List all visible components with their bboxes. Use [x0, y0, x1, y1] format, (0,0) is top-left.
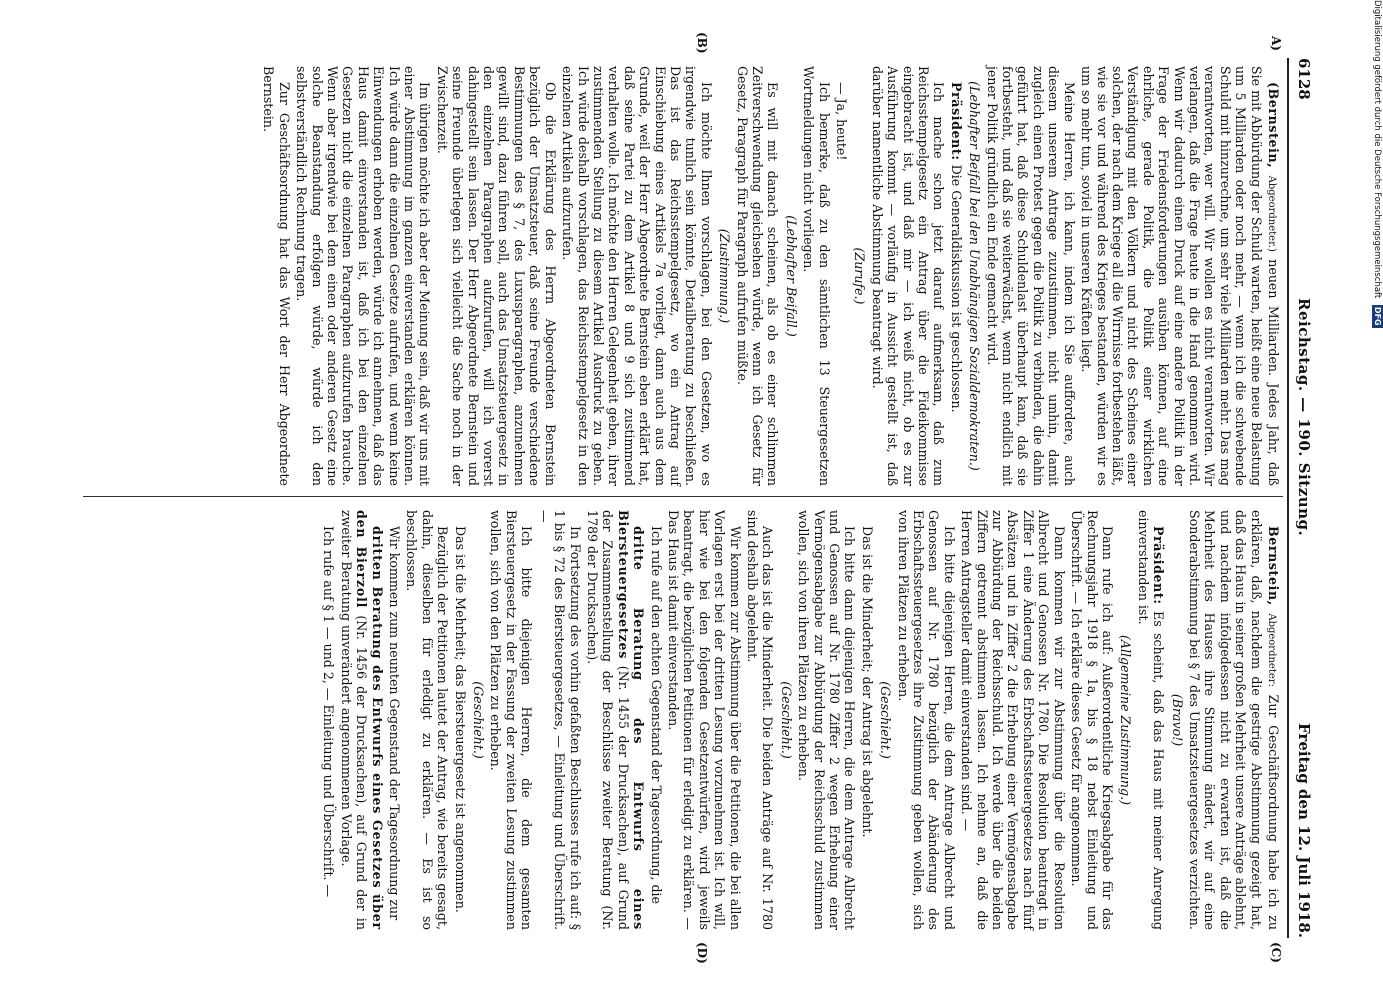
paragraph-text: Meine Herren, ich kann, indem ich Sie auffordere, auch diesem unserem Antrage zuzustimmen, nicht umhin, damit zugleich einen Protest gegen die Politik zu verbinden, die dahin geführt hat, daß diese Schuldenlast überhaupt kam, daß sie fortbesteht, und daß sie weiterwächst, wenn nicht endlich mit jener Politik gründlich ein Ende gemacht wird. [984, 66, 1077, 486]
paragraph [261, 66, 292, 486]
paragraph-text: (Nr. 1456 der Drucksachen), auf Grund der in zweiter Beratung unverändert angenommenen Vorlage. [338, 510, 370, 930]
paragraph [666, 510, 743, 930]
running-title: Reichstag. — 190. Sitzung. [1295, 298, 1313, 537]
margin-marker-c: (C) [1269, 942, 1283, 963]
paragraph-text: Ich bitte dann diejenigen Herren, die dem Antrage Albrecht und Genossen auf Nr. 1780 Ziffer 2 wegen Erhebung einer Vermögensabgabe zur Abbürdung der Reichsschuld zustimmen wollen, sich von ihren Plätzen zu erheben. [796, 510, 858, 930]
speaker-name: Präsident: [1151, 526, 1167, 605]
paragraph-text: Das ist die Mehrheit; das Biersteuergesetz ist angenommen. [452, 526, 468, 913]
stage-direction: (Bravo!) [1169, 693, 1185, 747]
paragraph-text: Dann rufe ich auf: Außerordentliche Kriegsabgabe für das Rechnungsjahr 1918 § 1a, bis § 18 nebst Einleitung und Überschrift. — Ich erkläre dieses Gesetz für angenommen. [1069, 510, 1115, 930]
speaker-note: Abgeordneter.) [1266, 175, 1277, 252]
paragraph [338, 510, 384, 930]
paragraph-text: Ich bitte diejenigen Herren, die dem Antrage Albrecht und Genossen auf Nr. 1780 bezüglich der Abänderung des Erbschaftssteuergesetzes ihre Zustimmung geben wollen, sich von ihren Plätzen zu erheben. [895, 510, 957, 930]
paragraph-text: Ob die Erklärung des Herrn Abgeordneten Bernstein bezüglich der Umsatzsteuer, daß seine Freunde verschiedene Bestimmungen des § 7, des Luxusparagraphen, anzunehmen gewillt sind, dazu führen soll, auch das Umsatzsteuergesetz in den einzelnen Paragraphen aufzurufen, will ich vorerst dahingestellt sein lassen. Der Herr Abgeordnete Bernstein und seine Freunde überlegen sich vielleicht die Sache noch in der Zwischenzeit. [434, 66, 558, 486]
paragraph-text: Wir kommen zur Abstimmung über die Petitionen, die bei allen Vorlagen erst bei der dritten Lesung vorzunehmen ist. Ich will, hier wie bei den folgenden Gesetzentwürfen, wird jeweils beantragt, die bezüglichen Petitionen für erledigt zu erklären. — Das Haus ist damit einverstanden. [665, 510, 743, 930]
stage-direction: (Geschieht.) [778, 681, 794, 759]
document-page [65, 32, 1315, 964]
paragraph [560, 66, 714, 486]
margin-marker-d: (D) [695, 942, 709, 964]
paragraph [801, 66, 832, 486]
credit-text: Digitalisierung gefördert durch die Deutsche Forschungsgemeinschaft [1372, 0, 1382, 299]
paragraph-text: Ich rufe auf den achten Gegenstand der Tagesordnung, die [648, 526, 664, 905]
column-divider [83, 496, 1283, 497]
speaker-name: Bernstein, [1266, 526, 1281, 606]
paragraph [404, 510, 450, 930]
paragraph-text: Es scheint, daß das Haus mit meiner Anregung einverstanden ist. [1135, 510, 1167, 930]
paragraph-text: Zur Geschäftsordnung habe ich zu erklären, daß, nachdem die gestrige Abstimmung gezeigt hat, daß das Haus in seiner großen Mehrheit unsere Anträge ablehnt, und nachdem infolgedessen nicht zu erwarten ist, daß die Mehrheit des Hauses ihre Stimmung ändert, wir auf eine Sonderabstimmung bei § 7 des Umsatzsteuergesetzes verzichten. [1186, 510, 1281, 930]
stage-direction: (Geschieht.) [471, 681, 487, 759]
speaker-name: Präsident: [948, 82, 964, 161]
page-number: 6128 [1295, 58, 1313, 100]
paragraph [959, 510, 1067, 930]
paragraph-text: Wir kommen zum neunten Gegenstand der Tagesordnung zur [387, 526, 403, 921]
paragraph [1135, 510, 1166, 930]
paragraph [321, 510, 336, 930]
paragraph-text: Die Generaldiskussion ist geschlossen. [948, 164, 964, 413]
paragraph-text: (Nr. 1455 der Drucksachen), auf Grund der Zusammenstellung der Beschlüsse zweiter Beratung (Nr. 1789 der Drucksachen). [584, 510, 631, 930]
dfg-logo: DFG [1373, 306, 1382, 326]
paragraph [895, 510, 957, 930]
paragraph [1069, 510, 1115, 930]
paragraph [734, 66, 780, 486]
digitization-credit [1372, 0, 1383, 1000]
paragraph-text: Es will mit danach scheinen, als ob es einer schlimmen Zeitverschwendung gleichsehen würde, wenn ich Gesetz für Gesetz, Paragraph für Paragraph aufrufen müßte. [734, 66, 781, 486]
paragraph [585, 510, 647, 930]
session-date: Freitag den 12. Juli 1918. [1295, 723, 1313, 938]
paragraph [648, 510, 663, 930]
paragraph-text: neuen Milliarden. Jedes Jahr, daß Sie mit Abbürdung der Schuld warten, heißt eine neue Belastung um 5 Milliarden oder noch mehr, — wenn ich die schwebende Schuld mit hinzurechne, um sehr viele Milliarden mehr. Das mag verantworten, wer will. Wir wollen es nicht verantworten. Wir verlangen, daß die Frage heute in die Hand genommen wird. Wenn wir dadurch einen Druck auf eine andere Politik in der Frage der Friedensforderungen ausüben können, auf eine ehrliche, gerade Politik, die Politik einer wirklichen Verständigung mit den Völkern und nicht des Scheines einer solchen, der nach dem Kriege all die Wirrnisse fortbestehen läßt, wie sie vor und während des Krieges bestanden, würden wir es um so mehr tun, soviel in unseren Kräften liegt. [1079, 66, 1281, 486]
paragraph-text: Ich möchte Ihnen vorschlagen, bei den Gesetzen, wo es irgendwie tunlich sein könnte, Detailberatung zu beschließen. Das ist das Reichsstempelgesetz, wo ein Antrag auf Einschiebung eines Artikels 7a vorliegt, dann auch aus dem Grunde, weil der Herr Abgeordnete Bernstein eben erklärt hat, daß seine Partei zu dem Artikel 8 und 9 sich zustimmend verhalten wolle. Ich möchte den Herren Gelegenheit geben, ihrer zustimmenden Stellung zu diesem Artikel Ausdruck zu geben. Ich würde deshalb vorschlagen, das Reichsstempelgesetz in den einzelnen Artikeln aufzurufen. [560, 66, 714, 486]
paragraph [387, 510, 402, 930]
paragraph [434, 66, 557, 486]
paragraph [1079, 66, 1281, 486]
stage-direction: (Allgemeine Zustimmung.) [1118, 634, 1134, 806]
paragraph [796, 510, 858, 930]
stage-direction: (Geschieht.) [878, 681, 894, 759]
paragraph [834, 66, 849, 486]
speaker-name: (Bernstein, [1266, 82, 1281, 169]
paragraph [869, 66, 946, 486]
agenda-heading: dritten Beratung des Entwurfs eines Gesetzes über den Bierzoll [354, 510, 385, 930]
stage-direction: (Lebhafter Beifall bei den Unabhängigen Sozialdemokraten.) [967, 81, 983, 471]
paragraph [536, 510, 582, 930]
paragraph-text: Auch das ist die Minderheit. Die beiden Anträge auf Nr. 1780 sind deshalb abgelehnt. [745, 510, 776, 930]
paragraph-text: Ich bemerke, daß zu den sämtlichen 13 Steuergesetzen Wortmeldungen nicht vorliegen. [801, 66, 832, 486]
paragraph-text: Das ist die Minderheit; der Antrag ist abgelehnt. [859, 526, 875, 838]
paragraph-text: Ich bitte diejenigen Herren, die dem gesamten Biersteuergesetz in der Fassung der zweiten Lesung zustimmen wollen, sich von den Plätzen zu erheben. [488, 510, 535, 930]
page-header [1289, 58, 1315, 938]
paragraph [1187, 510, 1281, 930]
paragraph-text: Dann kommen wir zur Abstimmung über die Resolution Albrecht und Genossen Nr. 1780. Die Resolution beantragt in Ziffer 1 eine Änderung des Erbschaftssteuergesetzes nach fünf Absätzen und in Ziffer 2 die Erhebung einer Vermögensabgabe zur Abbürdung der Reichsschuld. Ich werde über die beiden Ziffern getrennt abstimmen lassen. Ich nehme an, daß die Herren Antragsteller damit einverstanden sind. — [959, 510, 1067, 930]
agenda-heading: dritte Beratung des Entwurfs eines Biersteuergesetzes [615, 510, 647, 930]
paragraph [488, 510, 534, 930]
paragraph-text: Zur Geschäftsordnung hat das Wort der Herr Abgeordnete Bernstein. [261, 66, 292, 486]
paragraph [294, 66, 433, 486]
stage-direction: (Lebhafter Beifall.) [783, 215, 799, 337]
paragraph-text: — Ja, heute! [834, 82, 850, 161]
paragraph-text: Ich mache schon jetzt darauf aufmerksam, daß zum Reichsstempelgesetz ein Antrag über die Fideikommisse eingebracht ist, und daß mir — ich weiß nicht, ob es zur Ausführung kommt — vorläufig in Aussicht gestellt ist, daß darüber namentliche Abstimmung beantragt wird. [869, 66, 947, 486]
margin-marker-a: A) [1269, 36, 1283, 51]
paragraph-text: Ich rufe auf § 1 — und 2, — Einleitung und Überschrift. — [321, 526, 337, 898]
paragraph [859, 510, 874, 930]
header-rule [1287, 58, 1289, 938]
paragraph-text: Im übrigen möchte ich aber der Meinung sein, daß wir uns mit einer Abstimmung im ganzen einverstanden erklären können. Ich würde dann die einzelnen Gesetze aufrufen, und wenn keine Einwendungen erhoben werden, würde ich annehmen, daß das Haus damit einverstanden ist, daß ich bei den einzelnen Gesetzen nicht die einzelnen Paragraphen aufzurufen brauche. Wenn aber irgendwie bei dem einen oder anderen Gesetz eine solche Beanstandung erfolgen würde, würde ich den selbstverständlich Rechnung tragen. [294, 66, 433, 486]
paragraph [452, 510, 467, 930]
paragraph [984, 66, 1076, 486]
speaker-note: Abgeordneter: [1266, 613, 1277, 687]
stage-direction: (Zurufe.) [852, 247, 868, 305]
left-text-column [259, 66, 1281, 486]
stage-direction: (Zustimmung.) [717, 228, 733, 324]
paragraph-text: Bezüglich der Petitionen lautet der Antrag, wie bereits gesagt, dahin, dieselben für erledigt zu erklären. — Es ist so beschlossen. [404, 510, 451, 930]
right-text-column [319, 510, 1281, 930]
paragraph [745, 510, 776, 930]
paragraph-text: In Fortsetzung des vorhin gefaßten Beschlusses rufe ich auf: § 1 bis § 72 des Biersteuergesetzes, — Einleitung und Überschrift. — [536, 510, 583, 930]
paragraph [948, 66, 963, 486]
margin-marker-b: (B) [695, 32, 709, 54]
